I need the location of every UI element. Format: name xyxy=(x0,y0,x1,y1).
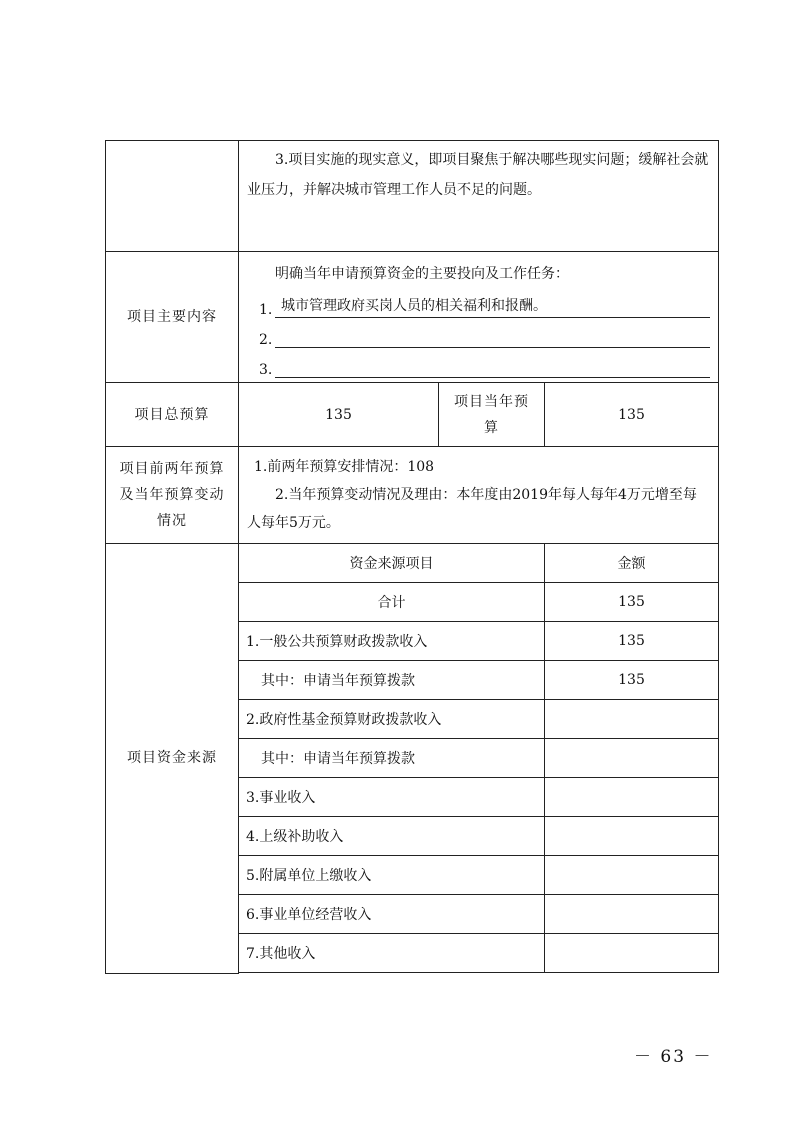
budget-change-label-line1: 项目前两年预算 xyxy=(119,461,225,477)
current-budget-value: 135 xyxy=(545,383,719,447)
funding-item: 2.政府性基金预算财政拨款收入 xyxy=(239,700,545,739)
funding-amount xyxy=(545,817,719,856)
current-budget-label-line2: 算 xyxy=(484,419,499,436)
page-number: － 63 － xyxy=(634,1047,713,1067)
funding-header-row xyxy=(106,544,719,583)
main-content-item xyxy=(239,348,718,378)
budget-change-label-line2: 及当年预算变动 xyxy=(119,487,225,503)
current-budget-label-cell xyxy=(439,383,545,447)
funding-item: 其中：申请当年预算拨款 xyxy=(239,661,545,700)
continuation-text: 3.项目实施的现实意义，即项目聚焦于解决哪些现实问题；缓解社会就业压力，并解决城市管理工作人员不足的问题。 xyxy=(247,152,709,198)
funding-amount: 135 xyxy=(545,661,719,700)
total-budget-label: 项目总预算 xyxy=(106,383,239,447)
funding-amount: 135 xyxy=(545,622,719,661)
spacer-cell xyxy=(239,973,719,974)
item-number: 3. xyxy=(259,362,273,378)
funding-item: 5.附属单位上缴收入 xyxy=(239,856,545,895)
budget-change-cell xyxy=(239,447,719,544)
main-content-intro: 明确当年申请预算资金的主要投向及工作任务： xyxy=(275,266,569,282)
item-text: 城市管理政府买岗人员的相关福利和报酬。 xyxy=(275,295,710,318)
funding-amount xyxy=(545,739,719,778)
item-text xyxy=(275,355,710,378)
funding-source-label: 项目资金来源 xyxy=(106,544,239,974)
funding-item: 1.一般公共预算财政拨款收入 xyxy=(239,622,545,661)
funding-item: 7.其他收入 xyxy=(239,934,545,973)
item-number: 2. xyxy=(259,332,273,348)
current-budget-label-line1: 项目当年预 xyxy=(454,393,529,410)
project-budget-table xyxy=(105,140,719,974)
funding-item: 6.事业单位经营收入 xyxy=(239,895,545,934)
funding-amount xyxy=(545,856,719,895)
funding-amount-header: 金额 xyxy=(545,544,719,583)
funding-item: 合计 xyxy=(239,583,545,622)
funding-item-header: 资金来源项目 xyxy=(239,544,545,583)
budget-row xyxy=(106,383,719,447)
prior-budget-text: 1.前两年预算安排情况：108 xyxy=(254,459,435,475)
item-number: 1. xyxy=(259,302,273,318)
funding-amount xyxy=(545,934,719,973)
funding-item: 4.上级补助收入 xyxy=(239,817,545,856)
budget-change-label-line3: 情况 xyxy=(157,513,187,529)
continuation-cell xyxy=(239,141,719,252)
funding-amount: 135 xyxy=(545,583,719,622)
item-text xyxy=(275,325,710,348)
funding-item: 3.事业收入 xyxy=(239,778,545,817)
main-content-cell xyxy=(239,252,719,383)
main-content-item xyxy=(239,288,718,318)
funding-item: 其中：申请当年预算拨款 xyxy=(239,739,545,778)
funding-amount xyxy=(545,700,719,739)
budget-change-row xyxy=(106,447,719,544)
continuation-row xyxy=(106,141,719,252)
main-content-label: 项目主要内容 xyxy=(106,252,239,383)
budget-change-label-cell xyxy=(106,447,239,544)
change-reason-text: 2.当年预算变动情况及理由：本年度由2019年每人每年4万元增至每人每年5万元。 xyxy=(247,487,697,531)
funding-amount xyxy=(545,778,719,817)
main-content-row xyxy=(106,252,719,383)
total-budget-value: 135 xyxy=(239,383,439,447)
funding-amount xyxy=(545,895,719,934)
main-content-item xyxy=(239,318,718,348)
continuation-label-cell xyxy=(106,141,239,252)
